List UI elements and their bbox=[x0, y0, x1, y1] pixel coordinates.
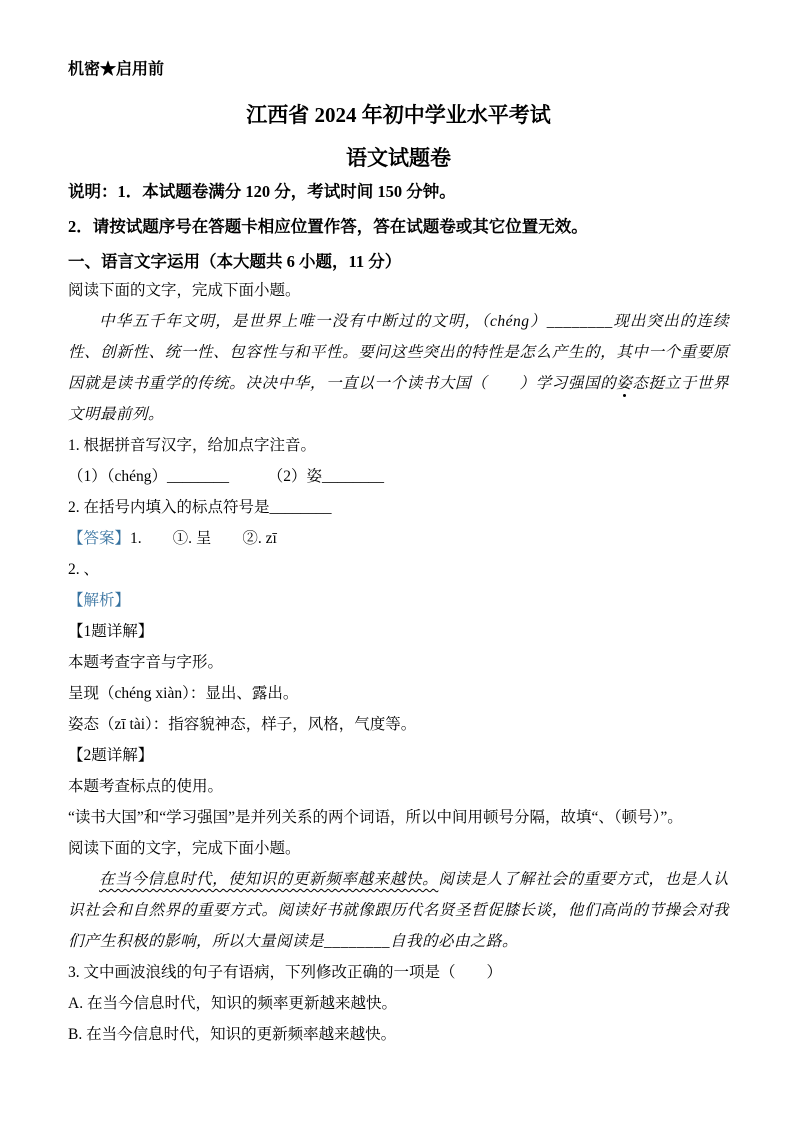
reading-intro-1: 阅读下面的文字，完成下面小题。 bbox=[68, 282, 301, 299]
passage-1-text-2: 现出突出的连续性、创新性、统一性、包容性与和平性。要问这些突出的特性是怎么产生的，其中一个重要原因就是读书重学的传统。决决中华，一直以一个读书大国（ ）学习强国的 bbox=[68, 313, 729, 392]
question-3-option-a: A. 在当今信息时代，知识的频率更新越来越快。 bbox=[68, 995, 397, 1012]
question-2-text: 2. 在括号内填入的标点符号是________ bbox=[68, 499, 332, 516]
answer-line-1 bbox=[68, 523, 729, 554]
detail-2-heading: 【2题详解】 bbox=[68, 747, 154, 764]
detail-2-line-1: 本题考查标点的使用。 bbox=[68, 778, 224, 795]
question-3-text: 3. 文中画波浪线的句子有语病，下列修改正确的一项是（ ） bbox=[68, 964, 503, 981]
question-3-option-b: B. 在当今信息时代，知识的更新频率越来越快。 bbox=[68, 1026, 397, 1043]
answer-line-2: 2. 、 bbox=[68, 561, 100, 578]
detail-1-heading: 【1题详解】 bbox=[68, 623, 154, 640]
passage-1 bbox=[68, 306, 729, 430]
emphasized-char-zi: 姿 bbox=[616, 375, 633, 392]
detail-2-line-2: “读书大国”和“学习强国”是并列关系的两个词语，所以中间用顿号分隔，故填“、（顿号）”。 bbox=[68, 809, 683, 826]
passage-1-text-1: 中华五千年文明，是世界上唯一没有中断过的文明，（chéng） bbox=[99, 313, 547, 330]
passage-2 bbox=[68, 864, 729, 957]
pinyin-fill-blank: ________ bbox=[546, 313, 613, 330]
analysis-label-line bbox=[68, 585, 729, 616]
passage-1-text-3: 态挺立于世界文明最前列。 bbox=[68, 375, 729, 423]
section-1-heading: 一、语言文字运用（本大题共 6 小题，11 分） bbox=[68, 252, 402, 271]
question-1-text: 1. 根据拼音写汉字，给加点字注音。 bbox=[68, 437, 317, 454]
exam-title: 江西省 2024 年初中学业水平考试 bbox=[246, 103, 551, 127]
instruction-line-1: 说明：1．本试题卷满分 120 分，考试时间 150 分钟。 bbox=[68, 182, 456, 201]
analysis-label: 【解析】 bbox=[68, 592, 131, 609]
detail-1-line-2: 呈现（chéng xiàn）：显出、露出。 bbox=[68, 685, 299, 702]
paper-title: 语文试题卷 bbox=[346, 146, 451, 170]
instruction-line-2: 2．请按试题序号在答题卡相应位置作答，答在试题卷或其它位置无效。 bbox=[68, 217, 588, 236]
passage-2-text: 阅读是人了解社会的重要方式，也是人认识社会和自然界的重要方式。阅读好书就像跟历代名贤圣哲促膝长谈，他们高尚的节操会对我们产生积极的影响，所以大量阅读是________自我的必由之路。 bbox=[68, 871, 729, 950]
security-notice: 机密★启用前 bbox=[68, 61, 165, 78]
detail-1-line-1: 本题考查字音与字形。 bbox=[68, 654, 224, 671]
reading-intro-2: 阅读下面的文字，完成下面小题。 bbox=[68, 840, 301, 857]
answer-1-content: 1. ①. 呈 ②. zī bbox=[130, 530, 277, 547]
detail-1-line-3: 姿态（zī tài）：指容貌神态，样子，风格，气度等。 bbox=[68, 716, 417, 733]
question-1-sub-line: （1）（chéng）________ （2）姿________ bbox=[68, 468, 385, 485]
answer-label: 【答案】 bbox=[68, 530, 131, 547]
wavy-underlined-sentence: 在当今信息时代，使知识的更新频率越来越快。 bbox=[99, 871, 439, 888]
